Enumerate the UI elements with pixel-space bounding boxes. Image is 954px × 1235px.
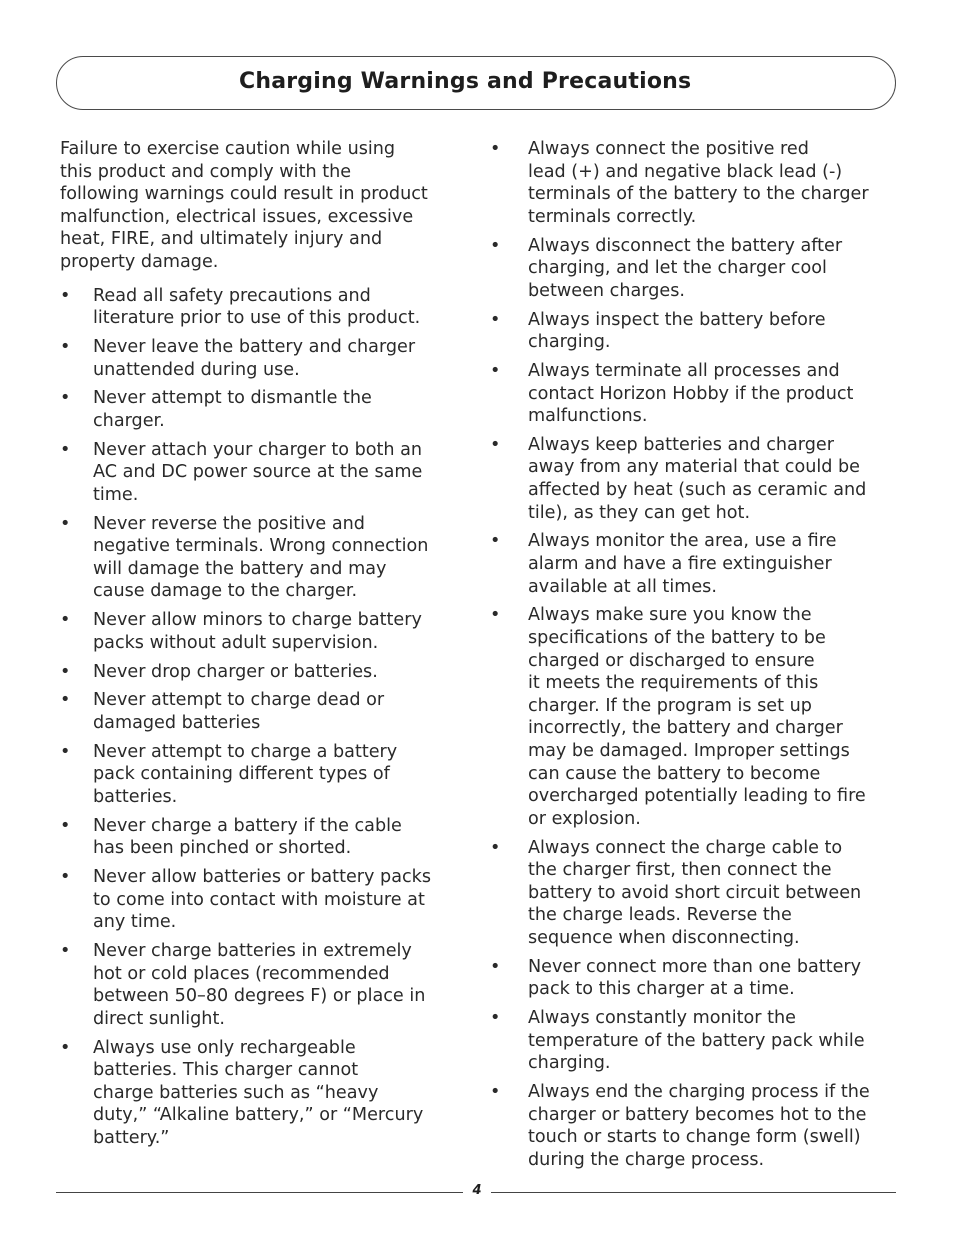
bullet-icon: •: [60, 439, 71, 460]
warning-item: [490, 1081, 900, 1171]
warning-text: Never attempt to charge dead or damaged batteries: [93, 690, 385, 733]
warning-item: [60, 1037, 460, 1150]
warning-text: Always terminate all processes and contact Horizon Hobby if the product malfunctions.: [528, 360, 854, 427]
bullet-icon: •: [60, 336, 71, 357]
bullet-icon: •: [60, 690, 71, 711]
bullet-icon: •: [60, 867, 71, 888]
warning-text: Never attempt to dismantle the charger.: [93, 388, 372, 431]
warning-text: Never leave the battery and charger unattended during use.: [93, 336, 416, 380]
bullet-icon: •: [60, 513, 71, 534]
warning-item: [490, 956, 900, 1001]
warning-text: Always inspect the battery before charging.: [528, 309, 826, 353]
warning-text: Always constantly monitor the temperature of the battery pack while charging.: [528, 1008, 865, 1074]
warning-text: Always monitor the area, use a fire alarm and have a fire extinguisher available at all times.: [528, 531, 837, 597]
bullet-icon: •: [490, 1008, 501, 1029]
bullet-icon: •: [60, 388, 71, 409]
warning-item: [60, 815, 460, 860]
footer-rule-left: [56, 1192, 463, 1193]
left-column: [60, 138, 460, 1156]
warning-item: [60, 439, 460, 507]
warning-item: [60, 285, 460, 330]
warning-item: [60, 661, 460, 684]
warning-item: [490, 1007, 900, 1075]
warning-item: [60, 336, 460, 381]
warning-text: Never allow batteries or battery packs to come into contact with moisture at any time.: [93, 867, 432, 933]
bullet-icon: •: [490, 531, 501, 552]
intro-paragraph: Failure to exercise caution while using this product and comply with the following warnings could result in product malfunction, electrical issues, excessive heat, FIRE, and ultimately injury and property damage.: [60, 139, 428, 272]
warning-item: [490, 235, 900, 303]
warning-text: Always connect the positive red lead (+) and negative black lead (-) terminals of the battery to the charger terminals correctly.: [528, 139, 869, 227]
warning-text: Never allow minors to charge battery packs without adult supervision.: [93, 610, 422, 653]
warning-item: [60, 866, 460, 934]
bullet-icon: •: [60, 610, 71, 631]
bullet-icon: •: [60, 741, 71, 762]
bullet-icon: •: [60, 815, 71, 836]
warning-text: Never attempt to charge a battery pack containing different types of batteries.: [93, 741, 398, 807]
page-number: 4: [472, 1183, 482, 1198]
warning-text: Always keep batteries and charger away from any material that could be affected by heat (such as ceramic and tile), as they can get hot.: [528, 434, 867, 523]
bullet-icon: •: [60, 661, 71, 682]
warning-text: Never connect more than one battery pack to this charger at a time.: [528, 956, 862, 1000]
bullet-icon: •: [490, 235, 501, 256]
warning-item: [490, 604, 900, 830]
warning-item: [490, 360, 900, 428]
bullet-icon: •: [490, 309, 501, 330]
bullet-icon: •: [60, 285, 71, 306]
warning-text: Always make sure you know the specifications of the battery to be charged or discharged to ensure it meets the requirements of this charger. If the program is set up incorrectly, the battery and charger may be damaged. Improper settings can cause the battery to become overcharged potentially leading to fire or explosion.: [528, 605, 866, 829]
warning-text: Always connect the charge cable to the charger first, then connect the battery to avoid short circuit between the charge leads. Reverse the sequence when disconnecting.: [528, 837, 862, 948]
warning-text: Always end the charging process if the charger or battery becomes hot to the touch or starts to change form (swell) during the charge process.: [528, 1082, 870, 1170]
warning-text: Never charge batteries in extremely hot or cold places (recommended between 50–80 degrees F) or place in direct sunlight.: [93, 941, 426, 1029]
bullet-icon: •: [490, 837, 501, 858]
warning-item: [490, 138, 900, 228]
bullet-icon: •: [490, 605, 501, 626]
warning-item: [60, 741, 460, 809]
warning-text: Never drop charger or batteries.: [93, 661, 378, 682]
bullet-icon: •: [490, 1082, 501, 1103]
footer-rule-right: [491, 1192, 896, 1193]
warning-text: Never attach your charger to both an AC and DC power source at the same time.: [93, 439, 423, 505]
warning-item: [60, 940, 460, 1030]
warning-item: [490, 837, 900, 950]
warning-item: [490, 530, 900, 598]
warning-text: Never reverse the positive and negative terminals. Wrong connection will damage the battery and may cause damage to the charger.: [93, 513, 429, 602]
bullet-icon: •: [60, 1037, 71, 1058]
right-column: [490, 138, 900, 1178]
bullet-icon: •: [490, 956, 501, 977]
page-title: Charging Warnings and Precautions: [239, 69, 692, 94]
warning-item: [490, 434, 900, 524]
warning-item: [60, 609, 460, 654]
bullet-icon: •: [490, 434, 501, 455]
warning-text: Never charge a battery if the cable has been pinched or shorted.: [93, 815, 402, 859]
warning-text: Always disconnect the battery after charging, and let the charger cool between charges.: [528, 235, 843, 301]
title-banner: [56, 56, 896, 110]
warning-item: [60, 689, 460, 734]
warning-text: Read all safety precautions and literature prior to use of this product.: [93, 285, 421, 329]
warning-text: Always use only rechargeable batteries. This charger cannot charge batteries such as “heavy duty,” “Alkaline battery,” or “Mercury battery.”: [93, 1037, 424, 1148]
bullet-icon: •: [490, 139, 501, 159]
left-warning-list: [60, 285, 460, 1150]
warning-item: [490, 309, 900, 354]
warning-item: [60, 513, 460, 603]
bullet-icon: •: [490, 360, 501, 381]
bullet-icon: •: [60, 941, 71, 962]
right-warning-list: [490, 138, 900, 1171]
warning-item: [60, 387, 460, 432]
